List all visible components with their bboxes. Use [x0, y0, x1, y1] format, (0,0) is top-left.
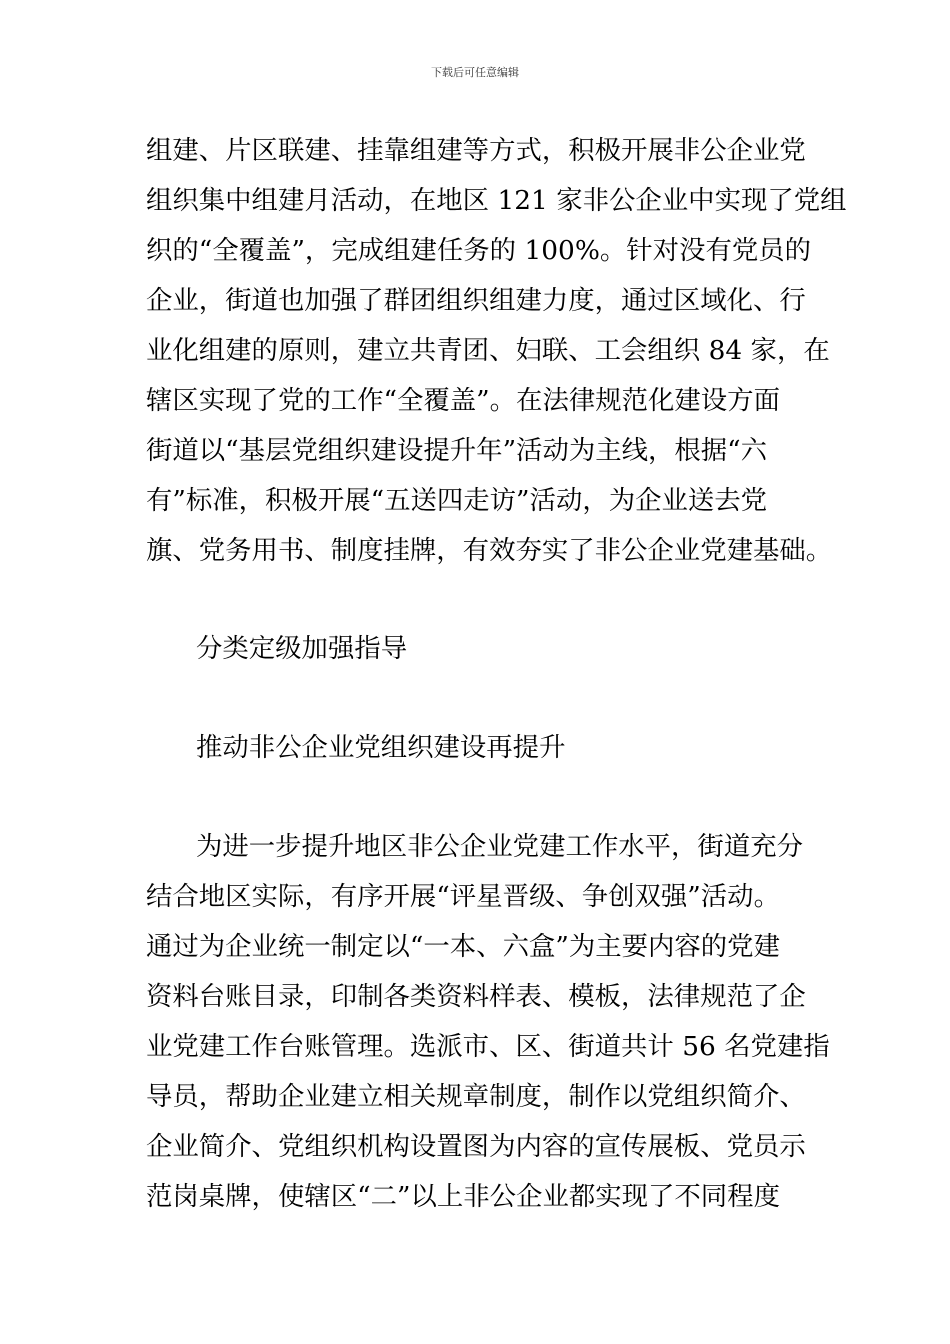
paragraph-line: 旗、党务用书、制度挂牌，有效夯实了非公企业党建基础。: [146, 535, 833, 566]
paragraph-line: 组织集中组建月活动，在地区 121 家非公企业中实现了党组: [146, 185, 847, 216]
paragraph-line: 结合地区实际，有序开展“评星晋级、争创双强”活动。: [146, 881, 780, 912]
paragraph-line: 为进一步提升地区非公企业党建工作水平，街道充分: [196, 831, 803, 862]
paragraph-line: 导员，帮助企业建立相关规章制度，制作以党组织简介、: [146, 1081, 806, 1112]
paragraph-line: 有”标准，积极开展“五送四走访”活动，为企业送去党: [146, 485, 768, 516]
paragraph-line: 企业，街道也加强了群团组织组建力度，通过区域化、行: [146, 285, 806, 316]
paragraph-line: 织的“全覆盖”，完成组建任务的 100%。针对没有党员的: [146, 235, 812, 266]
paragraph-line: 通过为企业统一制定以“一本、六盒”为主要内容的党建: [146, 931, 780, 962]
paragraph-line: 范岗桌牌，使辖区“二”以上非公企业都实现了不同程度: [146, 1181, 780, 1212]
header-note: 下载后可任意编辑: [431, 66, 519, 79]
paragraph-line: 业党建工作台账管理。选派市、区、街道共计 56 名党建指: [146, 1031, 830, 1062]
paragraph-line: 街道以“基层党组织建设提升年”活动为主线，根据“六: [146, 435, 768, 466]
section-subheading: 推动非公企业党组织建设再提升: [196, 732, 566, 763]
paragraph-line: 组建、片区联建、挂靠组建等方式，积极开展非公企业党: [146, 135, 806, 166]
paragraph-line: 辖区实现了党的工作“全覆盖”。在法律规范化建设方面: [146, 385, 780, 416]
paragraph-line: 业化组建的原则，建立共青团、妇联、工会组织 84 家，在: [146, 335, 830, 366]
section-heading: 分类定级加强指导: [196, 633, 408, 664]
paragraph-line: 资料台账目录，印制各类资料样表、模板，法律规范了企: [146, 981, 806, 1012]
paragraph-line: 企业简介、党组织机构设置图为内容的宣传展板、党员示: [146, 1131, 806, 1162]
